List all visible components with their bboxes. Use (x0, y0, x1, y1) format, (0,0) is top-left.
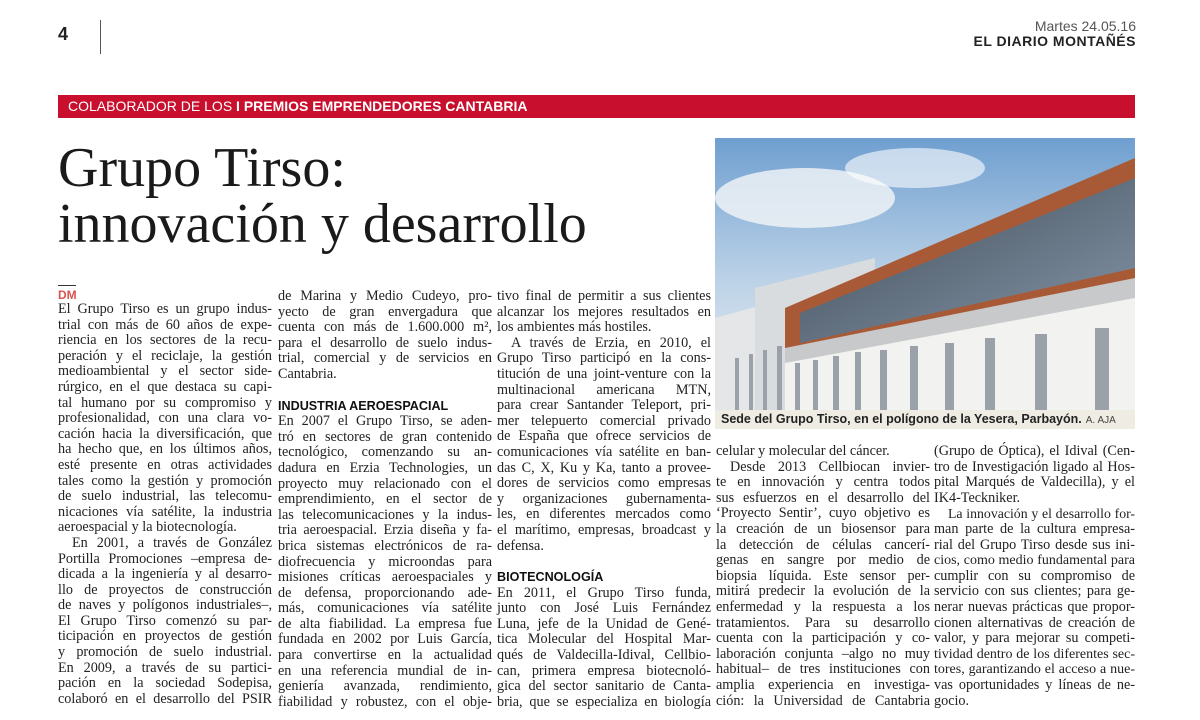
text-line: En 2007 el Grupo Tirso, se aden- (278, 413, 492, 430)
text-line: ‘Proyecto Sentir’, cuyo objetivo es (716, 505, 930, 522)
text-line: mer telepuerto comercial privado (497, 412, 711, 429)
photo-credit: A. AJA (1085, 415, 1116, 426)
text-line: tecnológico, comenzando su an- (278, 444, 492, 461)
text-line: comunicaciones vía satélite en ban- (497, 443, 711, 460)
text-line: A través de Erzia, en 2010, el (511, 334, 711, 351)
text-line: Grupo Tirso participó en la cons- (497, 350, 711, 367)
text-line: Cantabria. (278, 365, 337, 382)
newspaper-name: EL DIARIO MONTAÑÉS (973, 33, 1136, 49)
text-line: mitirá predecir la evolución de la (716, 583, 930, 600)
text-line: En 2011, el Grupo Tirso funda, (497, 584, 711, 601)
paragraph (497, 586, 711, 711)
text-line: tró en sectores de gran contenido (278, 428, 492, 445)
spacer (497, 554, 711, 562)
text-line: la detección de células cancerí- (716, 536, 930, 553)
banner-prefix: COLABORADOR DE LOS (68, 98, 237, 114)
text-line: riencia en los sectores de la recu- (58, 332, 272, 349)
text-line: laboración conjunta –algo no muy (716, 645, 930, 662)
text-line: vas oportunidades y líneas de ne- (934, 676, 1135, 693)
text-line: ha hecho que, en los últimos años, (58, 441, 272, 458)
photo-caption (715, 410, 1135, 429)
text-line: misiones críticas aeroespaciales y (278, 569, 492, 586)
text-line: les, en diferentes mercados como (497, 506, 711, 523)
text-line: cios, como medio fundamental para (934, 553, 1135, 569)
text-line: para convertirse en la actualidad (278, 647, 492, 664)
text-line: junto con José Luis Fernández (497, 600, 711, 617)
text-line: de alta fiabilidad. La empresa fue (278, 615, 492, 632)
text-line: y promoción de suelo industrial. (58, 644, 272, 661)
banner-highlight: I PREMIOS EMPRENDEDORES CANTABRIA (236, 98, 528, 114)
text-line: Luna, jefe de la Unidad de Gené- (497, 615, 711, 632)
section-heading: BIOTECNOLOGÍA (497, 570, 604, 585)
caption-text: Sede del Grupo Tirso, en el polígono de la Yesera, Parbayón. (721, 412, 1082, 426)
text-line: de España que ofrece servicios de (497, 428, 711, 445)
text-line: la creación de un biosensor para (716, 520, 930, 537)
text-line: La innovación y el desarrollo for- (948, 506, 1135, 522)
paragraph (934, 506, 1135, 709)
paragraph (497, 289, 711, 336)
text-line: rial del Grupo Tirso desde sus ini- (934, 536, 1135, 553)
text-line: celular y molecular del cáncer. (716, 443, 890, 459)
building-photo (715, 138, 1135, 410)
text-line: pital Marqués de Valdecilla), y el (934, 474, 1135, 491)
article-headline (58, 137, 587, 255)
article-photo (715, 138, 1135, 410)
text-line: biopsia líquida. Este sensor per- (716, 567, 930, 584)
section-banner (58, 95, 1135, 118)
text-line: cuenta con la participación y co- (716, 630, 930, 647)
paragraph (716, 444, 930, 460)
text-line: tica Molecular del Hospital Mar- (497, 631, 711, 648)
text-line: emprendimiento, en el sector de (278, 491, 492, 508)
text-line: bria, que se especializa en biología (497, 693, 711, 710)
headline-line-2: innovación y desarrollo (58, 193, 587, 255)
text-line: las telecomunicaciones y la indus- (278, 506, 492, 523)
text-line: de naves y polígonos industriales–, (58, 597, 272, 614)
text-line: gica del sector sanitario de Canta- (497, 678, 711, 695)
issue-date: Martes 24.05.16 (1034, 18, 1136, 34)
article-column-2 (278, 289, 492, 710)
text-line: de suelo industrial, las telecomu- (58, 488, 272, 505)
text-line: (Grupo de Óptica), el Idival (Cen- (934, 443, 1135, 459)
section-heading: INDUSTRIA AEROESPACIAL (278, 398, 449, 413)
text-line: trial con más de 60 años de expe- (58, 316, 272, 333)
paragraph (278, 289, 492, 383)
text-line: ticipación en proyectos de gestión (58, 628, 272, 645)
text-line: defensa. (497, 537, 544, 554)
text-line: diofrecuencia y microondas para (278, 553, 492, 570)
text-line: tria aeroespacial. Erzia diseña y fa- (278, 522, 492, 539)
paragraph (58, 302, 272, 536)
byline: DM (58, 288, 77, 302)
text-line: nerar nuevas prácticas que propor- (934, 598, 1135, 615)
text-line: esté presente en otras actividades (58, 456, 272, 473)
text-line: yecto de gran envergadura que (278, 303, 492, 320)
text-line: man parte de la cultura empresa- (934, 520, 1135, 537)
text-line: cionen alternativas de creación de (934, 614, 1135, 631)
text-line: geniería avanzada, rendimiento, (278, 678, 492, 695)
text-line: dicada a la ingeniería y al desarro- (58, 566, 272, 583)
text-line: tividad dentro de los diferentes sec- (934, 646, 1135, 662)
byline-rule (58, 285, 76, 286)
text-line: fundada en 2002 por Luis García, (278, 631, 492, 648)
text-line: IK4-Teckniker. (934, 489, 1021, 506)
text-line: los ambientes más hostiles. (497, 319, 652, 336)
text-line: valor, y para mejorar su competi- (934, 630, 1135, 647)
text-line: aeroespacial y la biotecnología. (58, 519, 237, 536)
text-line: y organizaciones gubernamenta- (497, 490, 711, 507)
text-line: enfermedad y la respuesta a los (716, 598, 930, 615)
text-line: En 2009, a través de su partici- (58, 659, 272, 676)
text-line: tores, garantizando el acceso a nue- (934, 662, 1135, 678)
header-divider (100, 20, 101, 54)
text-line: para el desarrollo de suelo indus- (278, 334, 492, 351)
text-line: amplia experiencia en investiga- (716, 676, 930, 693)
text-line: trial, comercial y de servicios en (278, 350, 492, 367)
text-line: medioambiental y el sector side- (58, 363, 272, 380)
article-column-5 (934, 444, 1135, 709)
text-line: tivo final de permitir a sus clientes (497, 288, 711, 304)
text-line: titución de una joint-venture con la (497, 365, 711, 382)
text-line: habitual– de tres instituciones con (716, 661, 930, 678)
paragraph (716, 460, 930, 710)
text-line: proyecto muy relacionado con el (278, 475, 492, 492)
text-line: tro de Investigación ligado al Hos- (934, 458, 1135, 475)
paragraph (934, 444, 1135, 506)
text-line: rúrgico, en el que destaca su capi- (58, 378, 272, 395)
text-line: genas en sangre por medio de (716, 552, 930, 569)
text-line: Portilla Promociones –empresa de- (58, 550, 272, 567)
paragraph (278, 414, 492, 710)
text-line: llo de proyectos de construcción (58, 581, 272, 598)
text-line: das C, X, Ku y Ka, tanto a provee- (497, 459, 711, 476)
headline-line-1: Grupo Tirso: (58, 137, 346, 199)
text-line: dores de servicios como empresas (497, 475, 711, 492)
text-line: pación en la sociedad Sodepisa, (58, 675, 272, 692)
text-line: el marítimo, empresas, broadcast y (497, 521, 711, 538)
text-line: servicio con sus clientes; para ge- (934, 583, 1135, 600)
text-line: cación hacia la diversificación, que (58, 425, 272, 442)
text-line: sus esfuerzos en el desarrollo del (716, 489, 930, 506)
text-line: tales como la gestión y promoción (58, 472, 272, 489)
text-line: te en innovación y centra todos (716, 474, 930, 491)
article-column-3 (497, 289, 711, 710)
text-line: tratamientos. Para su desarrollo (716, 614, 930, 631)
spacer (278, 383, 492, 391)
text-line: nicaciones vía satélite, la industria (58, 503, 272, 520)
article-column-1 (58, 285, 272, 707)
text-line: multinacional americana MTN, (497, 381, 711, 398)
paragraph (497, 336, 711, 554)
text-line: profesionalidad, con una clara vo- (58, 410, 272, 427)
text-line: ción: la Universidad de Cantabria (716, 692, 930, 709)
text-line: cuenta con más de 1.600.000 m², (278, 319, 492, 336)
text-line: can, primera empresa biotecnoló- (497, 662, 711, 679)
text-line: tal humano por su compromiso y (58, 394, 272, 411)
text-line: alcanzar los mejores resultados en (497, 303, 711, 320)
text-line: para crear Santander Teleport, pri- (497, 397, 711, 414)
text-line: dadura en Erzia Technologies, un (278, 459, 492, 476)
text-line: qués de Valdecilla-Idival, Cellbio- (497, 647, 711, 664)
article-column-4 (716, 444, 930, 709)
text-line: peración y el reciclaje, la gestión (58, 347, 272, 364)
text-line: colaboró en el desarrollo del PSIR (58, 690, 272, 707)
text-line: El Grupo Tirso comenzó su par- (58, 612, 272, 629)
page-number: 4 (58, 24, 69, 44)
text-line: de defensa, proporcionando ade- (278, 584, 492, 601)
text-line: más, comunicaciones vía satélite (278, 600, 492, 617)
paragraph (58, 536, 272, 708)
text-line: Desde 2013 Cellbiocan invier- (730, 458, 930, 475)
text-line: en una referencia mundial de in- (278, 662, 492, 679)
text-line: En 2001, a través de González (72, 534, 272, 551)
text-line: El Grupo Tirso es un grupo indus- (58, 301, 272, 317)
text-line: gocio. (934, 692, 970, 709)
text-line: de Marina y Medio Cudeyo, pro- (278, 288, 492, 304)
text-line: fiabilidad y robustez, con el obje- (278, 693, 492, 710)
text-line: cumplir con su compromiso de (934, 567, 1135, 584)
text-line: brica sistemas electrónicos de ra- (278, 537, 492, 554)
